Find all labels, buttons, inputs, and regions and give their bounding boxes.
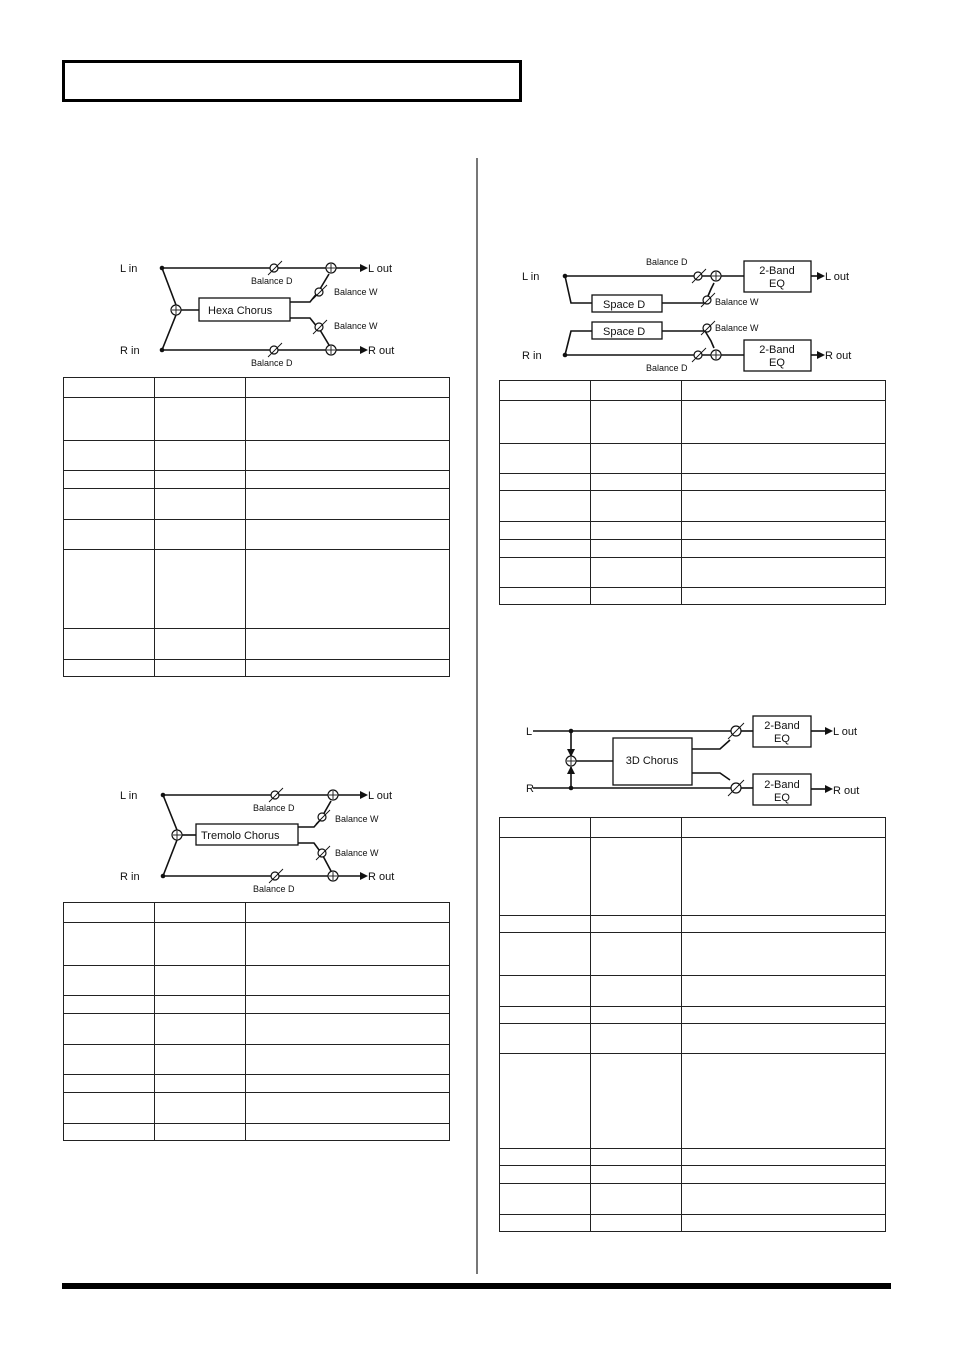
- space-d-l-in-label: L in: [522, 271, 540, 283]
- table-cell: [246, 1075, 450, 1093]
- table-cell: [155, 489, 246, 520]
- table-cell: [500, 1054, 591, 1149]
- table-cell: [64, 660, 155, 677]
- table-cell: [155, 550, 246, 629]
- table-cell: [591, 491, 682, 522]
- table-cell: [155, 1093, 246, 1124]
- table-cell: [64, 398, 155, 441]
- table-cell: [64, 489, 155, 520]
- table-row: [500, 401, 886, 444]
- table-cell: [246, 489, 450, 520]
- hexa-block-label: Hexa Chorus: [208, 305, 273, 317]
- table-cell: [500, 1007, 591, 1024]
- tremolo-balance-w-top: Balance W: [335, 814, 379, 824]
- table-row: [64, 629, 450, 660]
- table-cell: [246, 550, 450, 629]
- table-cell: [682, 1166, 886, 1184]
- table-cell: [500, 522, 591, 540]
- table-row: [500, 1166, 886, 1184]
- eq-bottom-line1: 2-Band: [759, 344, 795, 356]
- table-cell: [591, 474, 682, 491]
- space-d-param-table: [499, 380, 886, 605]
- table-cell: [155, 1124, 246, 1141]
- table-cell: [155, 629, 246, 660]
- table-cell: [500, 540, 591, 558]
- table-row: [500, 491, 886, 522]
- table-cell: [155, 441, 246, 471]
- table-cell: [246, 1045, 450, 1075]
- table-row: [64, 550, 450, 629]
- tremolo-r-out-label: R out: [368, 871, 395, 883]
- table-cell: [500, 1024, 591, 1054]
- table-row: [64, 966, 450, 996]
- table-cell: [246, 629, 450, 660]
- table-cell: [591, 933, 682, 976]
- table-cell: [64, 520, 155, 550]
- table-cell: [500, 401, 591, 444]
- table-cell: [155, 903, 246, 923]
- table-cell: [64, 996, 155, 1014]
- table-cell: [500, 838, 591, 916]
- eq-top-line1: 2-Band: [759, 265, 795, 277]
- table-cell: [246, 441, 450, 471]
- table-cell: [64, 903, 155, 923]
- hexa-balance-w-bottom: Balance W: [334, 321, 378, 331]
- table-cell: [682, 976, 886, 1007]
- table-row: [500, 444, 886, 474]
- table-cell: [682, 1184, 886, 1215]
- table-row: [64, 1045, 450, 1075]
- table-cell: [500, 1184, 591, 1215]
- table-cell: [682, 818, 886, 838]
- space-d-balance-w-top: Balance W: [715, 297, 759, 307]
- table-cell: [155, 378, 246, 398]
- table-cell: [682, 522, 886, 540]
- eq-bottom-line2: EQ: [769, 357, 785, 369]
- tremolo-r-in-label: R in: [120, 871, 140, 883]
- table-cell: [591, 444, 682, 474]
- table-cell: [682, 540, 886, 558]
- table-cell: [155, 1075, 246, 1093]
- table-cell: [500, 1149, 591, 1166]
- hexa-chorus-param-table: [63, 377, 450, 677]
- table-cell: [246, 903, 450, 923]
- eq-top-line2: EQ: [769, 278, 785, 290]
- table-row: [500, 976, 886, 1007]
- table-row: [500, 1149, 886, 1166]
- table-row: [64, 441, 450, 471]
- chorus-3d-block-label: 3D Chorus: [625, 755, 679, 767]
- table-cell: [155, 520, 246, 550]
- table-cell: [591, 838, 682, 916]
- space-d-balance-w-bottom: Balance W: [715, 323, 759, 333]
- table-row: [500, 1184, 886, 1215]
- hexa-balance-d-top: Balance D: [251, 276, 293, 286]
- space-d-l-out-label: L out: [825, 271, 850, 283]
- table-cell: [591, 1149, 682, 1166]
- chorus-3d-l-out-label: L out: [833, 726, 858, 738]
- table-cell: [246, 398, 450, 441]
- table-cell: [246, 1124, 450, 1141]
- table-cell: [155, 471, 246, 489]
- table-row: [500, 1215, 886, 1232]
- table-row: [500, 1054, 886, 1149]
- table-row: [64, 520, 450, 550]
- table-cell: [682, 933, 886, 976]
- table-cell: [500, 933, 591, 976]
- table-cell: [500, 444, 591, 474]
- space-d-balance-d-bottom: Balance D: [646, 363, 688, 373]
- table-row: [64, 996, 450, 1014]
- table-cell: [591, 916, 682, 933]
- chorus-3d-param-table: [499, 817, 886, 1232]
- table-cell: [64, 1124, 155, 1141]
- table-cell: [500, 588, 591, 605]
- table-header-row: [500, 381, 886, 401]
- space-d-r-in-label: R in: [522, 350, 542, 362]
- table-row: [500, 588, 886, 605]
- table-row: [64, 1075, 450, 1093]
- table-cell: [591, 1215, 682, 1232]
- chorus-3d-eq-top-line1: 2-Band: [764, 720, 800, 732]
- table-cell: [591, 401, 682, 444]
- chorus-3d-r-label: R: [526, 783, 534, 795]
- table-cell: [64, 378, 155, 398]
- chorus-3d-diagram: [515, 713, 865, 805]
- hexa-chorus-diagram: [110, 255, 410, 373]
- table-cell: [682, 1215, 886, 1232]
- table-cell: [682, 1054, 886, 1149]
- chorus-3d-r-out-label: R out: [833, 785, 860, 797]
- table-cell: [246, 520, 450, 550]
- footer-rule: [62, 1283, 891, 1289]
- table-cell: [682, 916, 886, 933]
- table-header-row: [64, 378, 450, 398]
- table-cell: [591, 1007, 682, 1024]
- tremolo-chorus-param-table: [63, 902, 450, 1141]
- hexa-l-out-label: L out: [368, 263, 393, 275]
- hexa-l-in-label: L in: [120, 263, 138, 275]
- space-d-block-label-top: Space D: [603, 299, 646, 311]
- table-row: [500, 540, 886, 558]
- table-row: [64, 1124, 450, 1141]
- space-d-diagram: [515, 254, 865, 376]
- table-cell: [246, 378, 450, 398]
- space-d-r-out-label: R out: [825, 350, 852, 362]
- table-cell: [64, 1014, 155, 1045]
- space-d-balance-d-top: Balance D: [646, 257, 688, 267]
- table-cell: [246, 471, 450, 489]
- table-cell: [682, 838, 886, 916]
- table-cell: [64, 1075, 155, 1093]
- tremolo-l-in-label: L in: [120, 790, 138, 802]
- table-row: [64, 660, 450, 677]
- table-cell: [682, 588, 886, 605]
- hexa-r-in-label: R in: [120, 345, 140, 357]
- table-cell: [682, 558, 886, 588]
- hexa-balance-d-bottom: Balance D: [251, 358, 293, 368]
- table-cell: [500, 474, 591, 491]
- tremolo-balance-w-bottom: Balance W: [335, 848, 379, 858]
- table-row: [500, 1024, 886, 1054]
- table-cell: [591, 1024, 682, 1054]
- tremolo-block-label: Tremolo Chorus: [201, 830, 280, 842]
- section-header-box: [62, 60, 522, 102]
- table-cell: [500, 976, 591, 1007]
- table-cell: [591, 558, 682, 588]
- table-cell: [64, 923, 155, 966]
- table-row: [500, 522, 886, 540]
- table-cell: [682, 491, 886, 522]
- table-cell: [500, 558, 591, 588]
- table-cell: [500, 381, 591, 401]
- hexa-balance-w-top: Balance W: [334, 287, 378, 297]
- table-cell: [246, 923, 450, 966]
- table-cell: [155, 1045, 246, 1075]
- tremolo-balance-d-top: Balance D: [253, 803, 295, 813]
- table-cell: [591, 818, 682, 838]
- table-row: [64, 471, 450, 489]
- table-cell: [155, 660, 246, 677]
- table-cell: [682, 381, 886, 401]
- table-cell: [246, 966, 450, 996]
- table-cell: [591, 381, 682, 401]
- tremolo-l-out-label: L out: [368, 790, 393, 802]
- chorus-3d-l-label: L: [526, 726, 533, 738]
- table-cell: [591, 540, 682, 558]
- table-row: [500, 474, 886, 491]
- table-row: [500, 838, 886, 916]
- table-cell: [682, 1149, 886, 1166]
- table-cell: [500, 916, 591, 933]
- table-cell: [155, 1014, 246, 1045]
- tremolo-balance-d-bottom: Balance D: [253, 884, 295, 894]
- table-cell: [64, 550, 155, 629]
- table-cell: [500, 818, 591, 838]
- hexa-r-out-label: R out: [368, 345, 395, 357]
- table-row: [500, 558, 886, 588]
- column-divider: [476, 158, 478, 1274]
- table-cell: [591, 1184, 682, 1215]
- table-row: [64, 1014, 450, 1045]
- table-cell: [64, 966, 155, 996]
- table-cell: [64, 441, 155, 471]
- chorus-3d-eq-bottom-line1: 2-Band: [764, 779, 800, 791]
- table-cell: [246, 996, 450, 1014]
- table-header-row: [500, 818, 886, 838]
- table-row: [500, 916, 886, 933]
- table-cell: [64, 1093, 155, 1124]
- table-cell: [500, 1215, 591, 1232]
- tremolo-chorus-diagram: [110, 782, 410, 900]
- table-row: [64, 489, 450, 520]
- table-cell: [500, 1166, 591, 1184]
- table-cell: [155, 923, 246, 966]
- table-cell: [500, 491, 591, 522]
- table-cell: [64, 471, 155, 489]
- table-cell: [682, 401, 886, 444]
- table-cell: [591, 522, 682, 540]
- table-cell: [246, 1014, 450, 1045]
- table-cell: [591, 588, 682, 605]
- table-cell: [682, 444, 886, 474]
- chorus-3d-eq-bottom-line2: EQ: [774, 792, 790, 804]
- table-cell: [155, 996, 246, 1014]
- table-cell: [682, 474, 886, 491]
- table-header-row: [64, 903, 450, 923]
- table-cell: [155, 398, 246, 441]
- table-cell: [155, 966, 246, 996]
- table-row: [64, 923, 450, 966]
- table-row: [500, 1007, 886, 1024]
- table-row: [64, 1093, 450, 1124]
- chorus-3d-eq-top-line2: EQ: [774, 733, 790, 745]
- table-cell: [591, 1054, 682, 1149]
- table-row: [500, 933, 886, 976]
- table-cell: [591, 1166, 682, 1184]
- table-cell: [682, 1007, 886, 1024]
- table-cell: [64, 629, 155, 660]
- table-cell: [682, 1024, 886, 1054]
- table-cell: [246, 660, 450, 677]
- table-cell: [64, 1045, 155, 1075]
- table-cell: [246, 1093, 450, 1124]
- space-d-block-label-bottom: Space D: [603, 326, 646, 338]
- table-row: [64, 398, 450, 441]
- table-cell: [591, 976, 682, 1007]
